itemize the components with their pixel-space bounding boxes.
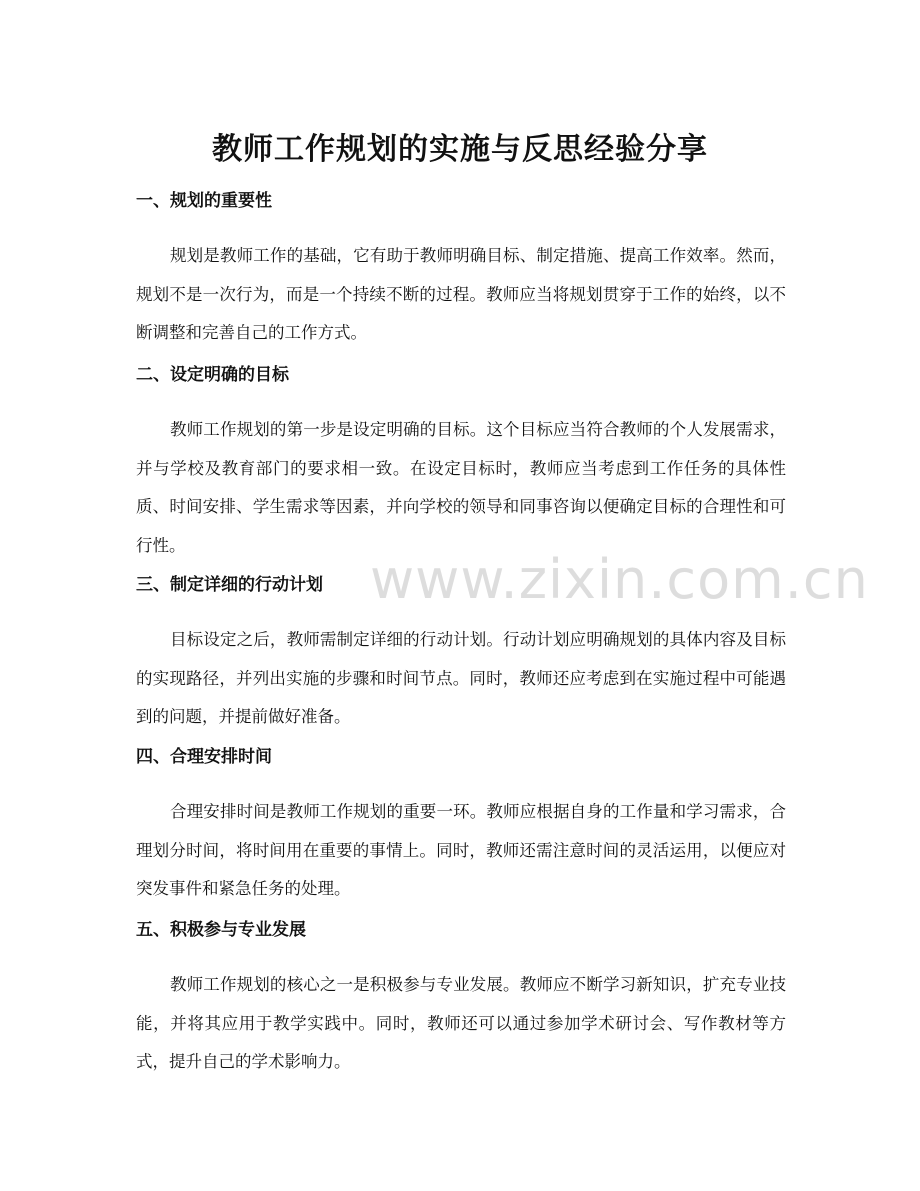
- watermark: www.zixin.com.cn: [370, 548, 869, 611]
- section-time: [136, 745, 786, 909]
- section-paragraph: 教师工作规划的核心之一是积极参与专业发展。教师应不断学习新知识，扩充专业技能，并将其应用于教学实践中。同时，教师还可以通过参加学术研讨会、写作教材等方式，提升自己的学术影响力。: [136, 975, 786, 1071]
- section-heading: 二、设定明确的目标: [136, 365, 289, 385]
- section-action-plan: [136, 573, 786, 737]
- page-title: 教师工作规划的实施与反思经验分享: [212, 132, 708, 168]
- section-goals: [136, 363, 786, 565]
- section-paragraph: 目标设定之后，教师需制定详细的行动计划。行动计划应明确规划的具体内容及目标的实现路径，并列出实施的步骤和时间节点。同时，教师还应考虑到在实施过程中可能遇到的问题，并提前做好准备。: [136, 630, 786, 726]
- section-heading: 一、规划的重要性: [136, 191, 272, 211]
- section-paragraph: 规划是教师工作的基础，它有助于教师明确目标、制定措施、提高工作效率。然而，规划不是一次行为，而是一个持续不断的过程。教师应当将规划贯穿于工作的始终，以不断调整和完善自己的工作方式。: [136, 246, 786, 342]
- section-heading: 三、制定详细的行动计划: [136, 575, 323, 595]
- section-importance: [136, 189, 786, 353]
- section-paragraph: 教师工作规划的第一步是设定明确的目标。这个目标应当符合教师的个人发展需求，并与学校及教育部门的要求相一致。在设定目标时，教师应当考虑到工作任务的具体性质、时间安排、学生需求等因素，并向学校的领导和同事咨询以便确定目标的合理性和可行性。: [136, 420, 786, 555]
- section-heading: 四、合理安排时间: [136, 747, 272, 767]
- section-heading: 五、积极参与专业发展: [136, 920, 306, 940]
- section-paragraph: 合理安排时间是教师工作规划的重要一环。教师应根据自身的工作量和学习需求，合理划分时间，将时间用在重要的事情上。同时，教师还需注意时间的灵活运用，以便应对突发事件和紧急任务的处理。: [136, 802, 786, 898]
- section-professional-development: [136, 918, 786, 1082]
